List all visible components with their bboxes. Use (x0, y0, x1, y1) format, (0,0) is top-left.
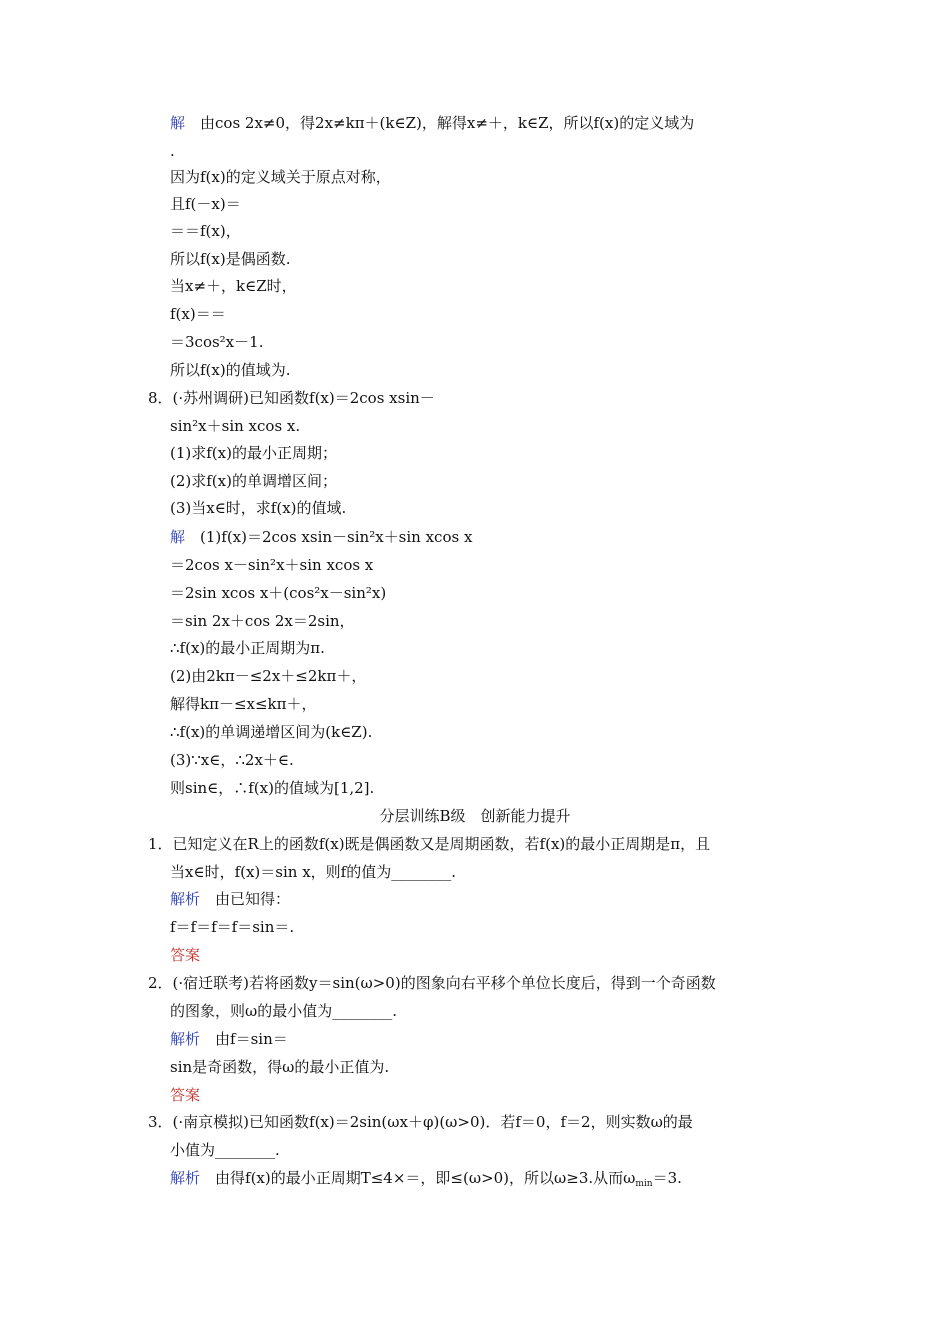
solution-label: 解析 (170, 1030, 201, 1048)
text-line (148, 1112, 693, 1132)
line-text: 所以f(x)是偶函数. (170, 250, 291, 268)
line-text: 2．(·宿迁联考)若将函数y＝sin(ω>0)的图象向右平移个单位长度后，得到一个奇函数 (148, 974, 716, 992)
text-line (170, 304, 226, 324)
text-line (170, 862, 456, 882)
text-line (170, 778, 374, 798)
line-text: 1．已知定义在R上的函数f(x)既是偶函数又是周期函数，若f(x)的最小正周期是π，且 (148, 835, 711, 853)
line-text: ＝2cos x－sin²x＋sin xcos x (170, 556, 374, 574)
line-text: ∴f(x)的最小正周期为π. (170, 639, 325, 657)
text-line (170, 611, 355, 631)
text-line (170, 1029, 288, 1049)
line-text: (1)求f(x)的最小正周期； (170, 444, 337, 462)
text-line (170, 141, 175, 161)
text-line (170, 167, 391, 187)
line-text: 因为f(x)的定义域关于原点对称， (170, 168, 391, 186)
line-text: ＝3. (652, 1169, 682, 1187)
answer-label: 答案 (170, 1086, 201, 1104)
text-line (170, 416, 300, 436)
text-line (170, 945, 200, 965)
text-line (170, 221, 241, 241)
solution-label: 解 (170, 528, 186, 546)
text-line (170, 249, 290, 269)
line-text: (2)由2kπ－≤2x＋≤2kπ＋， (170, 667, 367, 685)
subscript: min (635, 1179, 653, 1189)
text-line (170, 750, 294, 770)
text-line (170, 1140, 280, 1160)
line-text: 当x≠＋，k∈Z时， (170, 277, 297, 295)
line-text: 由得f(x)的最小正周期T≤4×＝，即≤(ω>0)，所以ω≥3.从而ω (200, 1169, 636, 1187)
text-line (170, 1168, 682, 1194)
text-line (170, 276, 297, 296)
line-text: 由cos 2x≠0，得2x≠kπ＋(k∈Z)，解得x≠＋，k∈Z，所以f(x)的定义域为 (185, 114, 695, 132)
line-text: ＝sin 2x＋cos 2x＝2sin， (170, 612, 355, 630)
line-text: sin是奇函数，得ω的最小正值为. (170, 1058, 390, 1076)
line-text: (1)f(x)＝2cos xsin－sin²x＋sin xcos x (185, 528, 473, 546)
line-text: (3)当x∈时，求f(x)的值域. (170, 499, 347, 517)
line-text: . (170, 142, 175, 160)
line-text: ＝3cos²x－1. (170, 333, 264, 351)
text-line (170, 1085, 200, 1105)
line-text: (2)求f(x)的单调增区间； (170, 472, 337, 490)
text-line (170, 332, 263, 352)
text-line (170, 666, 366, 686)
text-line (170, 1057, 389, 1077)
text-line (170, 638, 325, 658)
text-line (170, 443, 337, 463)
line-text: 当x∈时，f(x)＝sin x，则f的值为________. (170, 863, 456, 881)
text-line (170, 917, 294, 937)
text-line (170, 527, 472, 547)
line-text: (3)∵x∈，∴2x＋∈. (170, 751, 294, 769)
line-text: 则sin∈，∴f(x)的值域为[1,2]. (170, 779, 375, 797)
text-line (170, 360, 290, 380)
solution-label: 解 (170, 114, 186, 132)
line-text: 由f＝sin＝ (200, 1030, 288, 1048)
line-text: 小值为________. (170, 1141, 280, 1159)
text-line (0, 806, 950, 826)
text-line (170, 113, 694, 133)
text-line (148, 973, 716, 993)
text-line (148, 388, 435, 408)
text-line (170, 889, 290, 909)
line-text: 由已知得： (200, 890, 291, 908)
line-text: 且f(－x)＝ (170, 195, 241, 213)
text-line (170, 498, 346, 518)
text-line (170, 555, 373, 575)
line-text: f＝f＝f＝f＝sin＝. (170, 918, 295, 936)
line-text: 的图象，则ω的最小值为________. (170, 1002, 398, 1020)
line-text: ＝2sin xcos x＋(cos²x－sin²x) (170, 584, 387, 602)
text-line (170, 722, 372, 742)
line-text: 分层训练B级 创新能力提升 (379, 807, 571, 825)
line-text: sin²x＋sin xcos x. (170, 417, 301, 435)
text-line (170, 1001, 397, 1021)
line-text: ＝＝f(x)， (170, 222, 241, 240)
text-line (170, 583, 386, 603)
line-text: 8．(·苏州调研)已知函数f(x)＝2cos xsin－ (148, 389, 435, 407)
answer-label: 答案 (170, 946, 201, 964)
line-text: ∴f(x)的单调递增区间为(k∈Z). (170, 723, 373, 741)
solution-label: 解析 (170, 890, 201, 908)
line-text: 所以f(x)的值域为. (170, 361, 291, 379)
line-text: 3．(·南京模拟)已知函数f(x)＝2sin(ωx＋φ)(ω>0)．若f＝0，f＝2，则实数ω的最 (148, 1113, 693, 1131)
solution-label: 解析 (170, 1169, 201, 1187)
line-text: f(x)＝＝ (170, 305, 226, 323)
text-line (170, 471, 337, 491)
text-line (170, 694, 317, 714)
text-line (148, 834, 710, 854)
line-text: 解得kπ－≤x≤kπ＋， (170, 695, 317, 713)
text-line (170, 194, 241, 214)
